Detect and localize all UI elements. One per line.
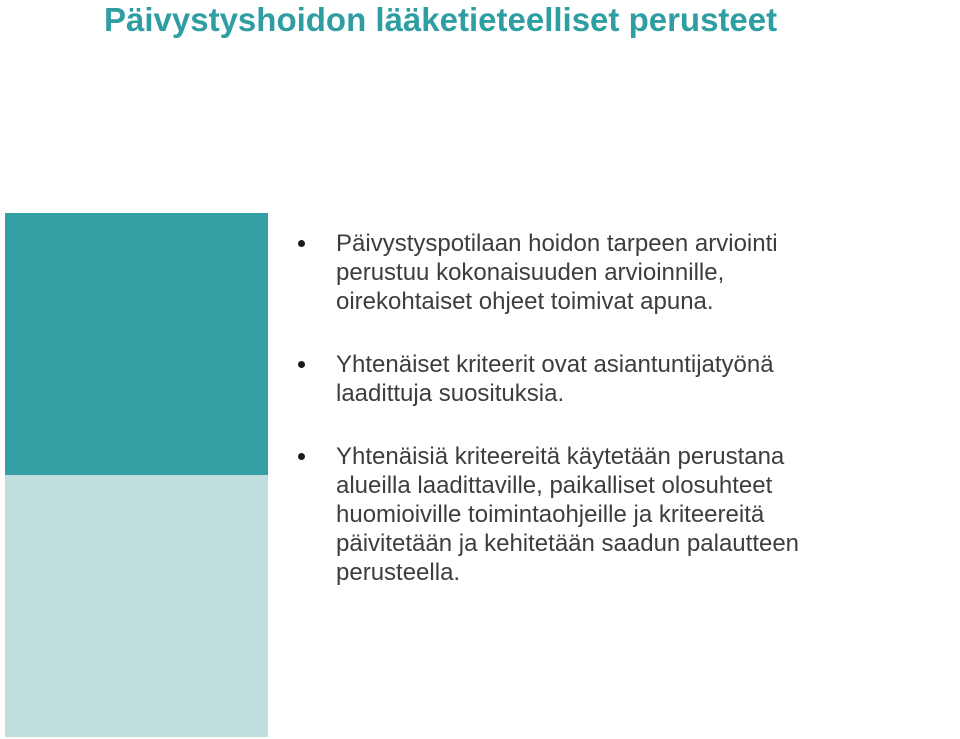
bullet-item: [296, 442, 960, 587]
bullet-text: Yhtenäisiä kriteereitä käytetään perustana alueilla laadittaville, paikalliset olosuhteet huomioiville toimintaohjeille ja kriteereitä päivitetään ja kehitetään saadun palautteen perusteella.: [336, 443, 800, 586]
bullet-item: [296, 350, 960, 408]
slide-title: Päivystyshoidon lääketieteelliset perusteet: [104, 1, 778, 38]
bullet-dot-icon: [298, 453, 305, 460]
decorative-block-top: [5, 213, 268, 475]
bullet-text: Päivystyspotilaan hoidon tarpeen arviointi perustuu kokonaisuuden arvioinnille, oirekohtaiset ohjeet toimivat apuna.: [336, 230, 778, 315]
bullet-list: [296, 229, 960, 587]
bullet-text: Yhtenäiset kriteerit ovat asiantuntijatyönä laadittuja suosituksia.: [336, 351, 774, 407]
bullet-dot-icon: [298, 361, 305, 368]
decorative-block-bottom: [5, 475, 268, 737]
bullet-item: [296, 229, 960, 316]
bullet-dot-icon: [298, 240, 305, 247]
